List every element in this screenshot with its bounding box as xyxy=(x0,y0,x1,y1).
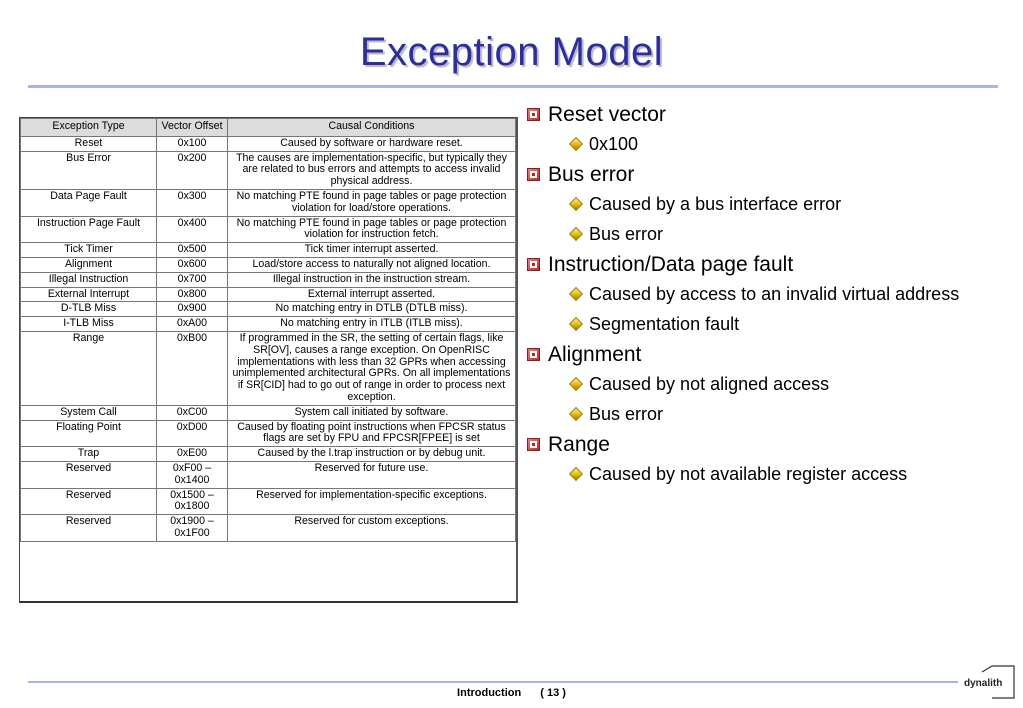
cell-causal-conditions: No matching PTE found in page tables or page protection violation for instruction fetch. xyxy=(228,216,516,243)
cell-exception-type: Trap xyxy=(21,447,157,462)
square-bullet-icon xyxy=(527,348,540,361)
cell-vector-offset: 0x100 xyxy=(157,136,228,151)
table-row xyxy=(21,189,516,216)
cell-exception-type: Floating Point xyxy=(21,420,157,447)
table-row xyxy=(21,136,516,151)
footer xyxy=(0,687,1023,699)
table-row xyxy=(21,151,516,189)
bullet-text: Reset vector xyxy=(548,103,666,126)
sub-bullet-item xyxy=(569,462,997,487)
cell-causal-conditions: No matching entry in DTLB (DTLB miss). xyxy=(228,302,516,317)
cell-vector-offset: 0x500 xyxy=(157,243,228,258)
table-row xyxy=(21,216,516,243)
cell-causal-conditions: No matching entry in ITLB (ITLB miss). xyxy=(228,317,516,332)
cell-vector-offset: 0x200 xyxy=(157,151,228,189)
diamond-bullet-icon xyxy=(569,407,583,421)
diamond-bullet-icon xyxy=(569,287,583,301)
table-row xyxy=(21,331,516,405)
table-row xyxy=(21,488,516,515)
cell-causal-conditions: Reserved for implementation-specific exceptions. xyxy=(228,488,516,515)
cell-causal-conditions: Illegal instruction in the instruction stream. xyxy=(228,272,516,287)
diamond-bullet-icon xyxy=(569,377,583,391)
bullet-item xyxy=(527,162,997,188)
slide-title: Exception Model xyxy=(359,30,664,74)
table-row xyxy=(21,272,516,287)
sub-bullet-item xyxy=(569,132,997,157)
cell-exception-type: D-TLB Miss xyxy=(21,302,157,317)
sub-bullet-text: Caused by a bus interface error xyxy=(589,194,842,214)
cell-vector-offset: 0xB00 xyxy=(157,331,228,405)
sub-bullet-text: Caused by not available register access xyxy=(589,464,908,484)
footer-section: Introduction xyxy=(457,687,522,699)
cell-exception-type: Alignment xyxy=(21,257,157,272)
bullet-text: Instruction/Data page fault xyxy=(548,253,794,276)
sub-bullet-item xyxy=(569,192,997,217)
square-bullet-icon xyxy=(527,258,540,271)
diamond-bullet-icon xyxy=(569,197,583,211)
cell-exception-type: Tick Timer xyxy=(21,243,157,258)
table-row xyxy=(21,257,516,272)
sub-bullet-text: Bus error xyxy=(589,224,664,244)
cell-exception-type: Reserved xyxy=(21,461,157,488)
cell-causal-conditions: If programmed in the SR, the setting of certain flags, like SR[OV], causes a range exception. On OpenRISC implementations with less than 32 GPRs when accessing unimplemented architectural GPRs. On all implementations if SR[CID] had to go out of range in order to process next exception. xyxy=(228,331,516,405)
diamond-bullet-icon xyxy=(569,137,583,151)
cell-causal-conditions: External interrupt asserted. xyxy=(228,287,516,302)
sub-bullet-item xyxy=(569,222,997,247)
cell-exception-type: Reset xyxy=(21,136,157,151)
cell-causal-conditions: Reserved for future use. xyxy=(228,461,516,488)
table-row xyxy=(21,461,516,488)
cell-vector-offset: 0x1500 – 0x1800 xyxy=(157,488,228,515)
sub-bullet-item xyxy=(569,372,997,397)
cell-causal-conditions: Reserved for custom exceptions. xyxy=(228,515,516,542)
bullet-item xyxy=(527,432,997,458)
cell-vector-offset: 0xA00 xyxy=(157,317,228,332)
cell-vector-offset: 0xF00 – 0x1400 xyxy=(157,461,228,488)
cell-exception-type: Reserved xyxy=(21,488,157,515)
table-row xyxy=(21,302,516,317)
sub-bullet-item xyxy=(569,282,997,307)
header-causal-conditions: Causal Conditions xyxy=(228,119,516,137)
sub-bullet-text: Segmentation fault xyxy=(589,314,740,334)
sub-bullet-text: Bus error xyxy=(589,404,664,424)
square-bullet-icon xyxy=(527,108,540,121)
table-row xyxy=(21,287,516,302)
cell-exception-type: External Interrupt xyxy=(21,287,157,302)
cell-exception-type: Range xyxy=(21,331,157,405)
diamond-bullet-icon xyxy=(569,467,583,481)
cell-vector-offset: 0x700 xyxy=(157,272,228,287)
table-header-row xyxy=(21,119,516,137)
title-divider xyxy=(28,85,998,88)
cell-exception-type: Reserved xyxy=(21,515,157,542)
bullet-item xyxy=(527,252,997,278)
footer-page-number: ( 13 ) xyxy=(540,687,566,699)
cell-vector-offset: 0x800 xyxy=(157,287,228,302)
cell-exception-type: Illegal Instruction xyxy=(21,272,157,287)
cell-causal-conditions: Caused by software or hardware reset. xyxy=(228,136,516,151)
cell-vector-offset: 0xE00 xyxy=(157,447,228,462)
bullet-item xyxy=(527,342,997,368)
cell-vector-offset: 0xC00 xyxy=(157,405,228,420)
diamond-bullet-icon xyxy=(569,227,583,241)
diamond-bullet-icon xyxy=(569,317,583,331)
table-row xyxy=(21,447,516,462)
table-row xyxy=(21,515,516,542)
cell-exception-type: Data Page Fault xyxy=(21,189,157,216)
cell-exception-type: Bus Error xyxy=(21,151,157,189)
cell-vector-offset: 0x600 xyxy=(157,257,228,272)
header-exception-type: Exception Type xyxy=(21,119,157,137)
cell-causal-conditions: System call initiated by software. xyxy=(228,405,516,420)
sub-bullet-text: 0x100 xyxy=(589,134,639,154)
cell-causal-conditions: The causes are implementation-specific, but typically they are related to bus errors and attempts to access invalid physical address. xyxy=(228,151,516,189)
sub-bullet-item xyxy=(569,312,997,337)
cell-vector-offset: 0x900 xyxy=(157,302,228,317)
bullet-list xyxy=(527,100,997,492)
cell-causal-conditions: Tick timer interrupt asserted. xyxy=(228,243,516,258)
sub-bullet-item xyxy=(569,402,997,427)
table-row xyxy=(21,243,516,258)
exception-table xyxy=(20,118,516,542)
table-row xyxy=(21,317,516,332)
bullet-text: Bus error xyxy=(548,163,635,186)
dynalith-logo xyxy=(962,664,1018,700)
cell-vector-offset: 0x1900 – 0x1F00 xyxy=(157,515,228,542)
cell-exception-type: System Call xyxy=(21,405,157,420)
sub-bullet-text: Caused by not aligned access xyxy=(589,374,830,394)
bullet-item xyxy=(527,102,997,128)
cell-causal-conditions: No matching PTE found in page tables or page protection violation for load/store operations. xyxy=(228,189,516,216)
square-bullet-icon xyxy=(527,168,540,181)
logo-text: dynalith xyxy=(964,678,1003,689)
cell-causal-conditions: Caused by the l.trap instruction or by debug unit. xyxy=(228,447,516,462)
footer-divider xyxy=(28,681,958,683)
square-bullet-icon xyxy=(527,438,540,451)
exception-table-container xyxy=(19,117,518,603)
sub-bullet-text: Caused by access to an invalid virtual address xyxy=(589,284,960,304)
bullet-text: Range xyxy=(548,433,610,456)
cell-causal-conditions: Load/store access to naturally not aligned location. xyxy=(228,257,516,272)
header-vector-offset: Vector Offset xyxy=(157,119,228,137)
cell-vector-offset: 0xD00 xyxy=(157,420,228,447)
cell-vector-offset: 0x300 xyxy=(157,189,228,216)
table-row xyxy=(21,405,516,420)
cell-causal-conditions: Caused by floating point instructions when FPCSR status flags are set by FPU and FPCSR[FPEE] is set xyxy=(228,420,516,447)
bullet-text: Alignment xyxy=(548,343,642,366)
table-row xyxy=(21,420,516,447)
cell-exception-type: I-TLB Miss xyxy=(21,317,157,332)
cell-vector-offset: 0x400 xyxy=(157,216,228,243)
cell-exception-type: Instruction Page Fault xyxy=(21,216,157,243)
